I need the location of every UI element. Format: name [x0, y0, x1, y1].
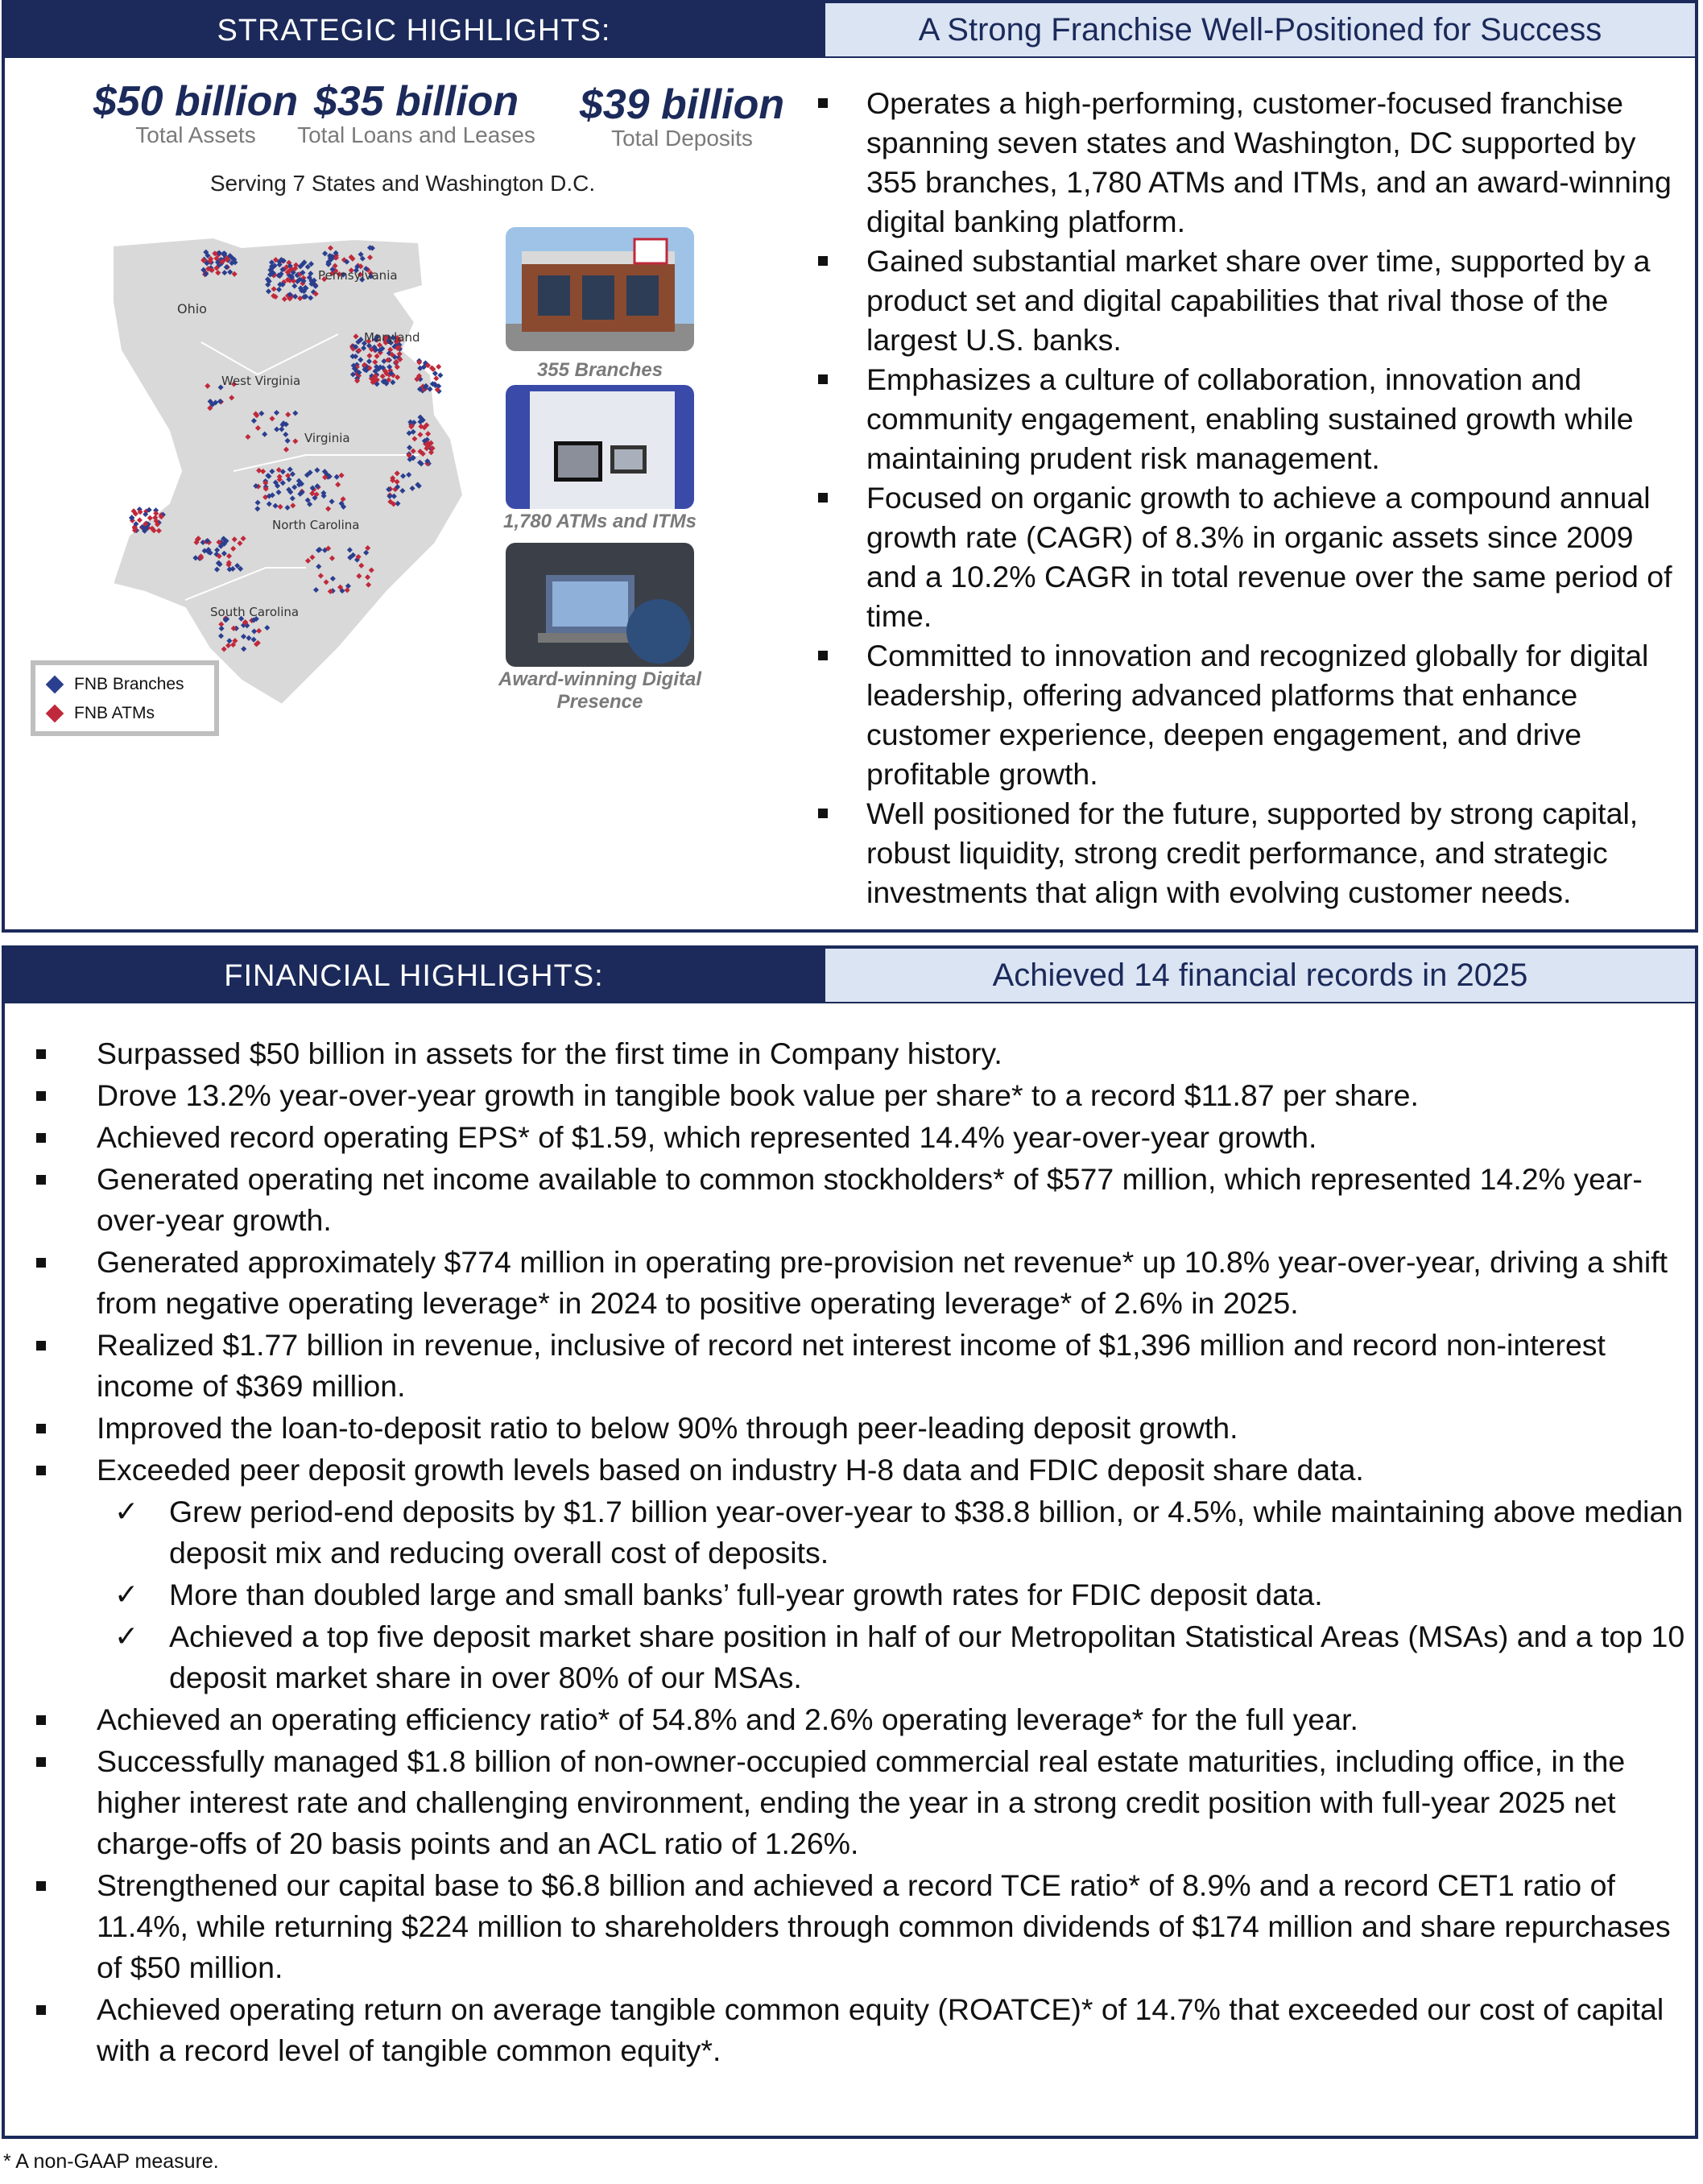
bullet-text: Achieved an operating efficiency ratio* of 54.8% and 2.6% operating leverage* for the full year. [97, 1702, 1358, 1736]
bullet-text: Generated approximately $774 million in operating pre-provision net revenue* up 10.8% year-over-year, driving a shift from negative operating leverage* in 2024 to positive operating leverage* of 2.6% in 2025. [97, 1245, 1668, 1320]
square-bullet-icon [36, 1881, 46, 1891]
square-bullet-icon [818, 256, 828, 266]
square-bullet-icon [36, 1424, 46, 1433]
strategic-bullet-list [812, 84, 1689, 912]
atms-caption: 1,780 ATMs and ITMs [502, 511, 697, 532]
square-bullet-icon [36, 1757, 46, 1767]
financial-bullet-list [24, 1033, 1695, 2072]
square-bullet-icon [36, 1715, 46, 1725]
list-item [812, 478, 1689, 636]
map-region-shape [113, 238, 463, 705]
check-icon: ✓ [114, 1495, 139, 1528]
check-icon: ✓ [114, 1578, 139, 1611]
stat-total-deposits [573, 81, 791, 151]
list-item [812, 794, 1689, 912]
map-label-north-carolina: North Carolina [272, 518, 360, 532]
square-bullet-icon [818, 493, 828, 503]
sub-list-item [24, 1616, 1695, 1698]
list-item [24, 1741, 1695, 1864]
blue-diamond-icon [46, 676, 64, 694]
square-bullet-icon [818, 98, 828, 108]
square-bullet-icon [36, 2005, 46, 2015]
map-label-south-carolina: South Carolina [210, 605, 300, 619]
stat-total-loans [291, 77, 541, 148]
list-item [812, 636, 1689, 794]
bullet-text: Surpassed $50 billion in assets for the first time in Company history. [97, 1036, 1002, 1070]
bullet-text: Improved the loan-to-deposit ratio to below 90% through peer-leading deposit growth. [97, 1411, 1238, 1445]
legend-atms [48, 704, 155, 723]
map-legend [31, 660, 219, 736]
legend-branches [48, 675, 184, 694]
list-item [24, 1159, 1695, 1241]
square-bullet-icon [36, 1091, 46, 1101]
strategic-header-tagline: A Strong Franchise Well-Positioned for Success [823, 3, 1695, 58]
list-item [812, 242, 1689, 360]
list-item [24, 1325, 1695, 1407]
sub-list-item [24, 1574, 1695, 1615]
square-bullet-icon [36, 1466, 46, 1475]
square-bullet-icon [36, 1133, 46, 1143]
list-item [812, 360, 1689, 478]
square-bullet-icon [36, 1049, 46, 1059]
legend-branches-label: FNB Branches [74, 675, 184, 693]
location-dot [137, 517, 143, 523]
map-label-pennsylvania: Pennsylvania [318, 268, 398, 283]
digital-caption: Award-winning Digital Presence [498, 668, 701, 713]
atm-photo [506, 385, 694, 509]
bullet-text: Focused on organic growth to achieve a compound annual growth rate (CAGR) of 8.3% in organic assets since 2009 and a 10.2% CAGR in total revenue over the same period of time. [866, 481, 1672, 633]
stat-value: $50 billion [93, 78, 299, 125]
square-bullet-icon [36, 1258, 46, 1268]
serving-states-caption: Serving 7 States and Washington D.C. [209, 171, 596, 196]
map-label-maryland: Maryland [364, 330, 420, 345]
bullet-text: Exceeded peer deposit growth levels based on industry H-8 data and FDIC deposit share data. [97, 1453, 1364, 1487]
bullet-text: Well positioned for the future, supported by strong capital, robust liquidity, strong credit performance, and strategic investments that align with evolving customer needs. [866, 796, 1639, 909]
stat-label: Total Loans and Leases [297, 122, 535, 147]
bullet-text: Committed to innovation and recognized globally for digital leadership, offering advanced platforms that enhance customer experience, deepen engagement, and drive profitable growth. [866, 639, 1649, 791]
financial-header-tagline: Achieved 14 financial records in 2025 [823, 949, 1695, 1003]
list-item [24, 1033, 1695, 1074]
strategic-header-title: STRATEGIC HIGHLIGHTS: [5, 3, 823, 58]
list-item [24, 1865, 1695, 1988]
sub-bullet-text: Achieved a top five deposit market share position in half of our Metropolitan Statistical Areas (MSAs) and a top 10 deposit market share in over 80% of our MSAs. [169, 1619, 1685, 1694]
stat-value: $35 billion [313, 78, 519, 125]
bullet-text: Operates a high-performing, customer-focused franchise spanning seven states and Washington, DC supported by 355 branches, 1,780 ATMs and ITMs, and an award-winning digital banking platform. [866, 86, 1672, 238]
financial-header-title: FINANCIAL HIGHLIGHTS: [5, 949, 823, 1003]
sub-bullet-text: More than doubled large and small banks’ full-year growth rates for FDIC deposit data. [169, 1578, 1323, 1611]
list-item [24, 1242, 1695, 1324]
digital-photo [506, 543, 694, 667]
bullet-text: Successfully managed $1.8 billion of non-owner-occupied commercial real estate maturities, including office, in the higher interest rate and challenging environment, ending the year in a strong credit position with full-year 2025 net charge-offs of 20 basis points and an ACL ratio of 1.26%. [97, 1744, 1626, 1860]
location-dot [437, 372, 443, 378]
list-item [24, 1989, 1695, 2071]
footnote: * A non-GAAP measure. [3, 2150, 219, 2173]
map-label-west-virginia: West Virginia [221, 374, 301, 388]
square-bullet-icon [818, 374, 828, 384]
bullet-text: Gained substantial market share over time, supported by a product set and digital capabilities that rival those of the largest U.S. banks. [866, 244, 1651, 357]
bullet-text: Achieved operating return on average tangible common equity (ROATCE)* of 14.7% that exceeded our cost of capital with a record level of tangible common equity*. [97, 1992, 1664, 2067]
stat-label: Total Deposits [611, 126, 753, 151]
bullet-text: Generated operating net income available to common stockholders* of $577 million, which represented 14.2% year-over-year growth. [97, 1162, 1643, 1237]
map-label-virginia: Virginia [304, 431, 350, 445]
list-item [24, 1075, 1695, 1116]
list-item [24, 1450, 1695, 1491]
bullet-text: Achieved record operating EPS* of $1.59, which represented 14.4% year-over-year growth. [97, 1120, 1317, 1154]
location-dot [436, 364, 441, 370]
stat-total-assets [87, 77, 304, 148]
bullet-text: Emphasizes a culture of collaboration, innovation and community engagement, enabling sustained growth while maintaining prudent risk management. [866, 362, 1634, 475]
branch-photo [506, 227, 694, 351]
branches-caption: 355 Branches [536, 359, 663, 381]
legend-atms-label: FNB ATMs [74, 704, 155, 722]
bullet-text: Strengthened our capital base to $6.8 billion and achieved a record TCE ratio* of 8.9% and a record CET1 ratio of 11.4%, while returning $224 million to shareholders through common dividends of $174 million and share repurchases of $50 million. [97, 1868, 1671, 1984]
bullet-text: Realized $1.77 billion in revenue, inclusive of record net interest income of $1,396 million and record non-interest income of $369 million. [97, 1328, 1606, 1403]
list-item [812, 84, 1689, 242]
square-bullet-icon [36, 1175, 46, 1185]
red-diamond-icon [46, 705, 64, 723]
footprint-map [97, 230, 483, 713]
square-bullet-icon [818, 651, 828, 660]
check-icon: ✓ [114, 1620, 139, 1653]
list-item [24, 1408, 1695, 1449]
stat-value: $39 billion [579, 81, 785, 128]
list-item [24, 1117, 1695, 1158]
map-label-ohio: Ohio [177, 301, 207, 316]
sub-list-item [24, 1491, 1695, 1574]
stat-label: Total Assets [135, 122, 256, 147]
square-bullet-icon [36, 1341, 46, 1351]
location-dot [433, 375, 439, 381]
square-bullet-icon [818, 809, 828, 818]
bullet-text: Drove 13.2% year-over-year growth in tangible book value per share* to a record $11.87 per share. [97, 1078, 1419, 1112]
list-item [24, 1699, 1695, 1740]
sub-bullet-text: Grew period-end deposits by $1.7 billion year-over-year to $38.8 billion, or 4.5%, while maintaining above median deposit mix and reducing overall cost of deposits. [169, 1495, 1684, 1570]
